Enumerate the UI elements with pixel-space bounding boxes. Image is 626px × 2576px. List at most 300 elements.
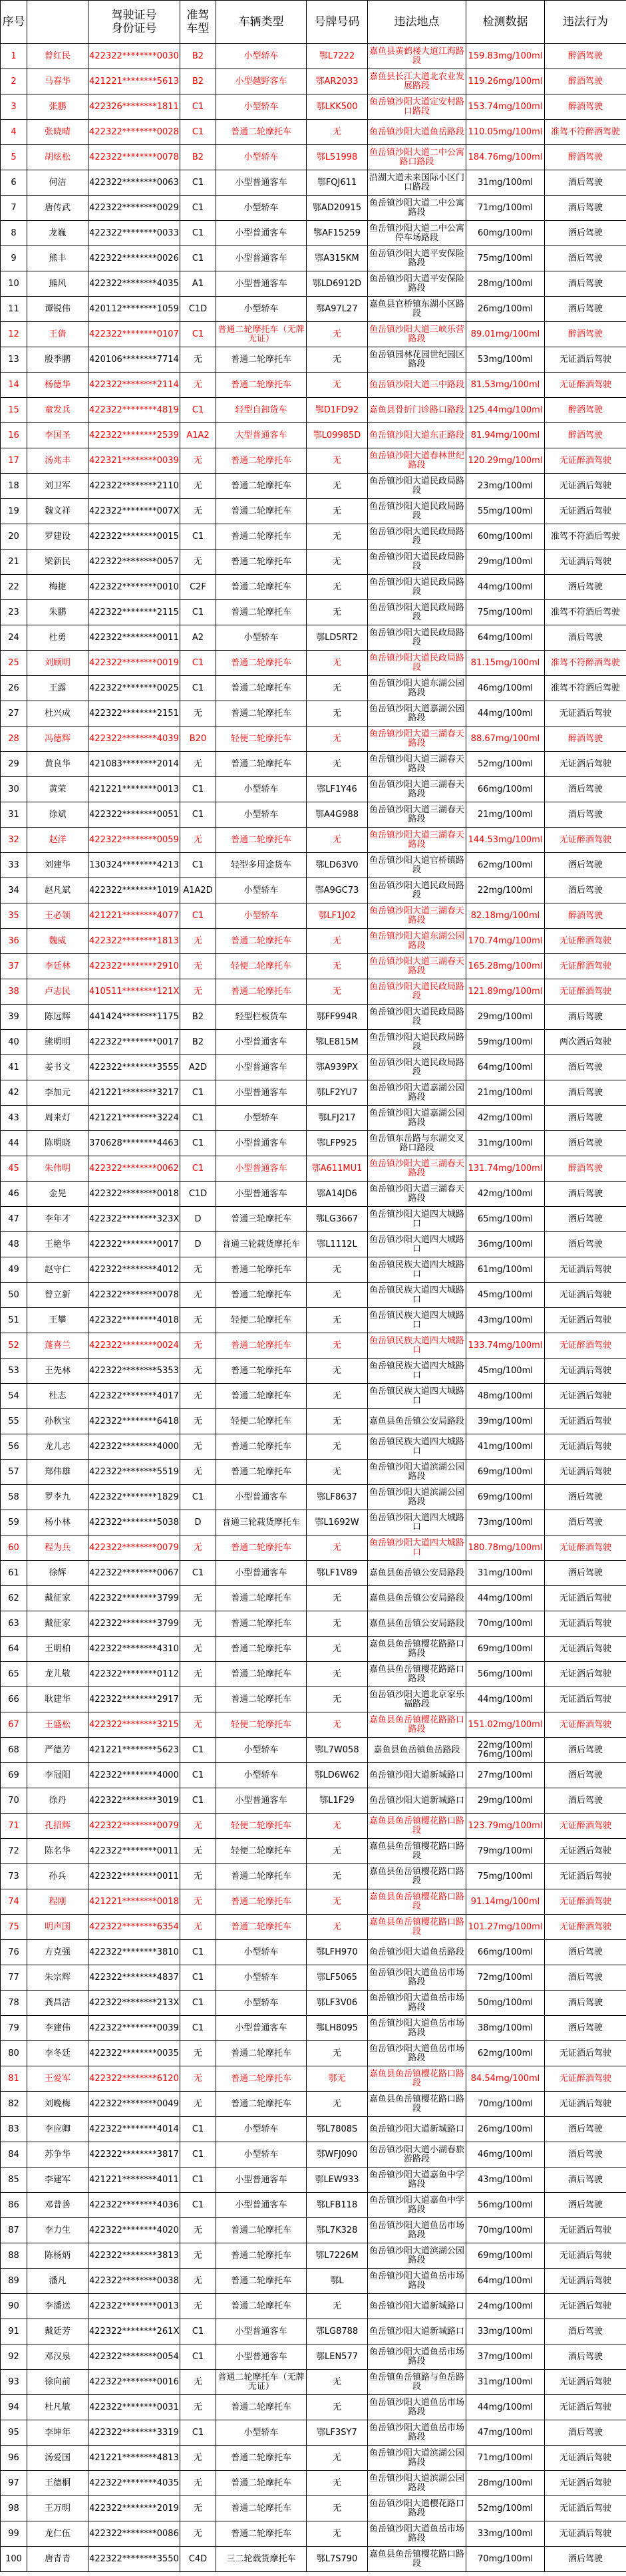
cell-vehicle-type: 普通二轮摩托车 xyxy=(216,373,307,398)
cell-name: 孙兵 xyxy=(27,1864,88,1889)
cell-seq: 49 xyxy=(1,1257,27,1283)
cell-license: 无 xyxy=(180,474,216,499)
cell-seq: 79 xyxy=(1,2016,27,2041)
table-row xyxy=(1,2547,626,2572)
cell-vehicle-type: 轻型多用途货车 xyxy=(216,853,307,878)
cell-test: 71mg/100ml xyxy=(466,2446,545,2471)
table-row xyxy=(1,1207,626,1232)
cell-location: 鱼岳镇沙阳大道民政局路段 xyxy=(368,625,466,651)
table-row xyxy=(1,828,626,853)
cell-license: C1 xyxy=(180,2193,216,2218)
cell-license: C1 xyxy=(180,2344,216,2370)
cell-name: 王盛松 xyxy=(27,1712,88,1738)
cell-test: 69mg/100ml xyxy=(466,1485,545,1510)
cell-seq: 98 xyxy=(1,2496,27,2521)
cell-id: 441424********1175 xyxy=(88,1005,180,1030)
header-id: 驾驶证号 身份证号 xyxy=(88,1,180,44)
cell-plate: 鄂LG3667 xyxy=(307,1207,368,1232)
cell-license: C1 xyxy=(180,322,216,347)
table-row xyxy=(1,271,626,297)
cell-vehicle-type: 小型普通客车 xyxy=(216,1485,307,1510)
cell-seq: 34 xyxy=(1,878,27,903)
cell-test: 64mg/100ml xyxy=(466,1055,545,1080)
cell-plate: 鄂LD5RT2 xyxy=(307,625,368,651)
cell-test: 64mg/100ml xyxy=(466,625,545,651)
cell-plate: 无 xyxy=(307,1359,368,1384)
cell-name: 赵凡斌 xyxy=(27,878,88,903)
cell-test: 33mg/100ml xyxy=(466,2319,545,2344)
cell-violation: 酒后驾驶 xyxy=(545,2117,626,2142)
cell-violation: 酒后驾驶 xyxy=(545,1561,626,1586)
cell-vehicle-type: 小型普通客车 xyxy=(216,2344,307,2370)
cell-vehicle-type: 轻便二轮摩托车 xyxy=(216,1712,307,1738)
cell-violation: 醉酒驾驶 xyxy=(545,1156,626,1182)
table-row xyxy=(1,2092,626,2117)
cell-violation: 无证酒后驾驶 xyxy=(545,1586,626,1611)
cell-license: 无 xyxy=(180,1889,216,1915)
cell-seq: 100 xyxy=(1,2547,27,2572)
cell-name: 李建军 xyxy=(27,2168,88,2193)
cell-test: 52mg/100ml xyxy=(466,2496,545,2521)
cell-plate: 无 xyxy=(307,2521,368,2547)
cell-plate: 无 xyxy=(307,448,368,474)
cell-id: 422322********0025 xyxy=(88,676,180,701)
cell-location: 嘉鱼县鱼岳镇公安局路段 xyxy=(368,1561,466,1586)
cell-plate: 鄂FQJ611 xyxy=(307,170,368,196)
cell-seq: 48 xyxy=(1,1232,27,1257)
cell-id: 422322********2110 xyxy=(88,474,180,499)
cell-name: 戴廷芳 xyxy=(27,2319,88,2344)
table-row xyxy=(1,69,626,94)
cell-plate: 无 xyxy=(307,1864,368,1889)
cell-seq: 14 xyxy=(1,373,27,398)
cell-name: 杜凡敏 xyxy=(27,2395,88,2420)
cell-location: 嘉鱼县长江大道北农业发展路段 xyxy=(368,69,466,94)
cell-name: 马春华 xyxy=(27,69,88,94)
cell-test: 47mg/100ml xyxy=(466,2420,545,2446)
cell-violation: 醉酒驾驶 xyxy=(545,726,626,752)
cell-seq: 50 xyxy=(1,1283,27,1308)
cell-name: 杜志 xyxy=(27,1384,88,1409)
cell-name: 杨小林 xyxy=(27,1510,88,1535)
cell-vehicle-type: 三二轮载货摩托车 xyxy=(216,2547,307,2572)
cell-license: C1 xyxy=(180,676,216,701)
cell-test: 82.18mg/100ml xyxy=(466,903,545,929)
cell-id: 422322********5038 xyxy=(88,1510,180,1535)
cell-plate: 无 xyxy=(307,373,368,398)
cell-vehicle-type: 大型普通客车 xyxy=(216,423,307,448)
cell-seq: 35 xyxy=(1,903,27,929)
cell-location: 鱼岳镇沙阳大道三湖春天路段 xyxy=(368,777,466,802)
cell-test: 33mg/100ml xyxy=(466,2521,545,2547)
cell-vehicle-type: 小型普通客车 xyxy=(216,221,307,246)
cell-location: 鱼岳镇沙阳大道官桥镇路段 xyxy=(368,853,466,878)
table-row xyxy=(1,2243,626,2269)
cell-license: 无 xyxy=(180,1915,216,1940)
cell-test: 29mg/100ml xyxy=(466,1788,545,1814)
cell-violation: 无证酒后驾驶 xyxy=(545,2294,626,2319)
cell-violation: 酒后驾驶 xyxy=(545,297,626,322)
header-vehicle-type: 车辆类型 xyxy=(216,1,307,44)
cell-violation: 酒后驾驶 xyxy=(545,1232,626,1257)
cell-license: B2 xyxy=(180,1005,216,1030)
cell-id: 422322********1829 xyxy=(88,1485,180,1510)
cell-plate: 鄂LF1V89 xyxy=(307,1561,368,1586)
cell-violation: 酒后驾驶 xyxy=(545,2193,626,2218)
cell-plate: 无 xyxy=(307,1915,368,1940)
cell-vehicle-type: 普通二轮摩托车 xyxy=(216,1283,307,1308)
cell-license: 无 xyxy=(180,1687,216,1712)
cell-license: 无 xyxy=(180,2446,216,2471)
cell-id: 130324********4213 xyxy=(88,853,180,878)
cell-violation: 无证醉酒驾驶 xyxy=(545,373,626,398)
cell-vehicle-type: 普通二轮摩托车 xyxy=(216,575,307,600)
cell-vehicle-type: 普通二轮摩托车（无牌无证） xyxy=(216,322,307,347)
cell-plate: 鄂WFJ090 xyxy=(307,2142,368,2168)
cell-license: 无 xyxy=(180,1359,216,1384)
table-row xyxy=(1,297,626,322)
cell-vehicle-type: 普通二轮摩托车 xyxy=(216,2294,307,2319)
cell-seq: 32 xyxy=(1,828,27,853)
cell-vehicle-type: 轻便二轮摩托车 xyxy=(216,954,307,979)
cell-violation: 无证酒后驾驶 xyxy=(545,2521,626,2547)
cell-seq: 24 xyxy=(1,625,27,651)
cell-vehicle-type: 小型普通客车 xyxy=(216,2016,307,2041)
cell-violation: 酒后驾驶 xyxy=(545,2142,626,2168)
cell-vehicle-type: 小型轿车 xyxy=(216,1940,307,1965)
cell-vehicle-type: 小型普通客车 xyxy=(216,1131,307,1156)
cell-violation: 无证醉酒驾驶 xyxy=(545,979,626,1005)
cell-name: 孙秋宝 xyxy=(27,1409,88,1434)
cell-id: 422322********4039 xyxy=(88,726,180,752)
cell-license: C1 xyxy=(180,221,216,246)
cell-license: C1 xyxy=(180,524,216,550)
cell-plate: 无 xyxy=(307,2370,368,2395)
table-row xyxy=(1,676,626,701)
cell-location: 鱼岳镇沙阳大道三湖春天路段 xyxy=(368,903,466,929)
cell-violation: 酒后驾驶 xyxy=(545,1991,626,2016)
table-row xyxy=(1,2142,626,2168)
cell-id: 422322********0016 xyxy=(88,2370,180,2395)
cell-vehicle-type: 普通二轮摩托车 xyxy=(216,1611,307,1637)
cell-plate: 无 xyxy=(307,979,368,1005)
cell-id: 422322********2114 xyxy=(88,373,180,398)
cell-seq: 62 xyxy=(1,1586,27,1611)
cell-location: 嘉鱼县官桥镇东湖小区路段 xyxy=(368,297,466,322)
cell-name: 陈远辉 xyxy=(27,1005,88,1030)
cell-id: 422322********3215 xyxy=(88,1712,180,1738)
cell-location: 嘉鱼县鱼岳镇樱花路口路段 xyxy=(368,1839,466,1864)
header-license: 准驾 车型 xyxy=(180,1,216,44)
cell-location: 鱼岳镇沙阳大道三湖春天路段 xyxy=(368,828,466,853)
cell-test: 29mg/100ml xyxy=(466,1005,545,1030)
cell-name: 徐向前 xyxy=(27,2370,88,2395)
cell-vehicle-type: 轻型栏板货车 xyxy=(216,1005,307,1030)
cell-test: 21mg/100ml xyxy=(466,1080,545,1106)
table-row xyxy=(1,1712,626,1738)
cell-id: 422322********4035 xyxy=(88,271,180,297)
cell-location: 鱼岳镇民族大道四大城路口 xyxy=(368,1384,466,1409)
cell-seq: 52 xyxy=(1,1333,27,1359)
cell-vehicle-type: 普通二轮摩托车 xyxy=(216,550,307,575)
cell-license: C1 xyxy=(180,120,216,145)
cell-id: 420112********1059 xyxy=(88,297,180,322)
cell-location: 鱼岳镇沙阳大道民政局路段 xyxy=(368,979,466,1005)
cell-id: 422322********4819 xyxy=(88,398,180,423)
cell-plate: 鄂A4G988 xyxy=(307,802,368,828)
cell-license: C1 xyxy=(180,1080,216,1106)
cell-name: 龙儿敬 xyxy=(27,1662,88,1687)
cell-test: 42mg/100ml xyxy=(466,1182,545,1207)
cell-id: 422322********3555 xyxy=(88,1055,180,1080)
cell-test: 69mg/100ml xyxy=(466,1637,545,1662)
cell-location: 鱼岳镇沙阳大道民政局路段 xyxy=(368,1005,466,1030)
cell-test: 61mg/100ml xyxy=(466,1257,545,1283)
cell-test: 60mg/100ml xyxy=(466,221,545,246)
cell-test: 28mg/100ml xyxy=(466,2471,545,2496)
cell-seq: 11 xyxy=(1,297,27,322)
table-row xyxy=(1,1333,626,1359)
table-row xyxy=(1,600,626,625)
cell-id: 421083********2014 xyxy=(88,752,180,777)
table-row xyxy=(1,625,626,651)
cell-id: 422322********2115 xyxy=(88,600,180,625)
cell-location: 鱼岳镇沙阳大道民政局路段 xyxy=(368,878,466,903)
cell-vehicle-type: 普通三轮摩托车 xyxy=(216,1207,307,1232)
cell-test: 46mg/100ml xyxy=(466,676,545,701)
cell-seq: 43 xyxy=(1,1106,27,1131)
cell-seq: 4 xyxy=(1,120,27,145)
cell-vehicle-type: 小型轿车 xyxy=(216,196,307,221)
cell-violation: 无证醉酒驾驶 xyxy=(545,1712,626,1738)
cell-location: 鱼岳镇沙阳大道鱼岳市场路段 xyxy=(368,1991,466,2016)
cell-plate: 无 xyxy=(307,1434,368,1460)
cell-location: 鱼岳镇沙阳大道平安保险路段 xyxy=(368,271,466,297)
cell-seq: 95 xyxy=(1,2420,27,2446)
table-row xyxy=(1,44,626,69)
cell-vehicle-type: 普通二轮摩托车 xyxy=(216,1434,307,1460)
cell-test: 119.26mg/100ml xyxy=(466,69,545,94)
cell-license: 无 xyxy=(180,2370,216,2395)
table-row xyxy=(1,979,626,1005)
cell-license: 无 xyxy=(180,2496,216,2521)
cell-seq: 67 xyxy=(1,1712,27,1738)
cell-violation: 无证醉酒驾驶 xyxy=(545,954,626,979)
cell-license: C1 xyxy=(180,1991,216,2016)
cell-plate: 无 xyxy=(307,1637,368,1662)
cell-location: 鱼岳镇沙阳大道鱼岳市场路段 xyxy=(368,2041,466,2066)
cell-seq: 60 xyxy=(1,1535,27,1561)
table-row xyxy=(1,2471,626,2496)
cell-location: 鱼岳镇沙阳大道嘉湖公园路段 xyxy=(368,701,466,726)
cell-seq: 12 xyxy=(1,322,27,347)
cell-seq: 45 xyxy=(1,1156,27,1182)
cell-violation: 无证酒后驾驶 xyxy=(545,499,626,524)
cell-plate: 无 xyxy=(307,550,368,575)
table-row xyxy=(1,1308,626,1333)
cell-test: 44mg/100ml xyxy=(466,701,545,726)
cell-violation: 无证酒后驾驶 xyxy=(545,2471,626,2496)
table-row xyxy=(1,853,626,878)
cell-violation: 无证酒后驾驶 xyxy=(545,2446,626,2471)
cell-name: 王必领 xyxy=(27,903,88,929)
cell-plate: 无 xyxy=(307,474,368,499)
cell-test: 29mg/100ml xyxy=(466,550,545,575)
cell-name: 周来灯 xyxy=(27,1106,88,1131)
cell-id: 422322********0029 xyxy=(88,196,180,221)
cell-license: 无 xyxy=(180,347,216,373)
cell-violation: 醉酒驾驶 xyxy=(545,398,626,423)
cell-id: 422322********0018 xyxy=(88,1182,180,1207)
cell-location: 嘉鱼县鱼岳镇鱼岳路段 xyxy=(368,1738,466,1763)
cell-location: 鱼岳镇园林花园世纪园区路段 xyxy=(368,347,466,373)
cell-name: 戴征家 xyxy=(27,1586,88,1611)
cell-license: 无 xyxy=(180,448,216,474)
cell-plate: 鄂无 xyxy=(307,2066,368,2092)
table-row xyxy=(1,777,626,802)
cell-license: 无 xyxy=(180,1434,216,1460)
cell-location: 嘉鱼县鱼岳镇公安局路段 xyxy=(368,1409,466,1434)
cell-name: 李廷林 xyxy=(27,954,88,979)
cell-license: C1 xyxy=(180,2420,216,2446)
table-row xyxy=(1,1763,626,1788)
cell-test: 27mg/100ml xyxy=(466,1763,545,1788)
cell-name: 徐斌 xyxy=(27,802,88,828)
cell-seq: 17 xyxy=(1,448,27,474)
cell-vehicle-type: 小型轿车 xyxy=(216,1106,307,1131)
cell-license: 无 xyxy=(180,2066,216,2092)
cell-license: C1 xyxy=(180,196,216,221)
cell-test: 66mg/100ml xyxy=(466,1940,545,1965)
table-row xyxy=(1,2319,626,2344)
cell-plate: 鄂L7808S xyxy=(307,2117,368,2142)
cell-location: 鱼岳镇沙阳大道北京家乐福路段 xyxy=(368,1687,466,1712)
cell-seq: 33 xyxy=(1,853,27,878)
table-row xyxy=(1,2193,626,2218)
cell-seq: 59 xyxy=(1,1510,27,1535)
table-row xyxy=(1,1864,626,1889)
cell-seq: 85 xyxy=(1,2168,27,2193)
cell-seq: 1 xyxy=(1,44,27,69)
cell-plate: 鄂AF15259 xyxy=(307,221,368,246)
table-row xyxy=(1,398,626,423)
cell-plate: 无 xyxy=(307,1889,368,1915)
cell-location: 鱼岳镇沙阳大道鱼岳市场路段 xyxy=(368,2420,466,2446)
cell-test: 70mg/100ml xyxy=(466,1611,545,1637)
cell-vehicle-type: 轻便二轮摩托车 xyxy=(216,1308,307,1333)
cell-name: 王德桐 xyxy=(27,2471,88,2496)
cell-seq: 73 xyxy=(1,1864,27,1889)
cell-license: 无 xyxy=(180,701,216,726)
cell-license: C1 xyxy=(180,170,216,196)
cell-violation: 准驾不符酒后驾驶 xyxy=(545,676,626,701)
table-row xyxy=(1,246,626,271)
cell-seq: 76 xyxy=(1,1940,27,1965)
cell-vehicle-type: 小型普通客车 xyxy=(216,246,307,271)
cell-test: 110.05mg/100ml xyxy=(466,120,545,145)
cell-plate: 鄂L1692W xyxy=(307,1510,368,1535)
cell-seq: 27 xyxy=(1,701,27,726)
cell-violation: 醉酒驾驶 xyxy=(545,322,626,347)
cell-license: C1 xyxy=(180,651,216,676)
cell-violation: 无证醉酒驾驶 xyxy=(545,1333,626,1359)
cell-name: 王艳华 xyxy=(27,1232,88,1257)
cell-plate: 无 xyxy=(307,1535,368,1561)
cell-test: 165.28mg/100ml xyxy=(466,954,545,979)
cell-name: 杜勇 xyxy=(27,625,88,651)
table-row xyxy=(1,1384,626,1409)
cell-violation: 无证酒后驾驶 xyxy=(545,550,626,575)
cell-location: 鱼岳镇沙阳大道三中路段 xyxy=(368,373,466,398)
cell-id: 421221********4077 xyxy=(88,903,180,929)
cell-id: 422322********4310 xyxy=(88,1637,180,1662)
cell-license: C1D xyxy=(180,297,216,322)
cell-id: 422322********0079 xyxy=(88,1535,180,1561)
cell-test: 22mg/100ml xyxy=(466,878,545,903)
cell-id: 422322********0013 xyxy=(88,2294,180,2319)
cell-vehicle-type: 小型轿车 xyxy=(216,1763,307,1788)
table-row xyxy=(1,524,626,550)
cell-location: 鱼岳镇沙阳大道民政局路段 xyxy=(368,474,466,499)
cell-seq: 19 xyxy=(1,499,27,524)
cell-id: 422322********0011 xyxy=(88,625,180,651)
cell-location: 鱼岳镇沙阳大道民政局路段 xyxy=(368,600,466,625)
cell-test: 64mg/100ml xyxy=(466,2269,545,2294)
cell-test: 36mg/100ml xyxy=(466,1232,545,1257)
cell-vehicle-type: 普通二轮摩托车 xyxy=(216,2269,307,2294)
cell-vehicle-type: 小型轿车 xyxy=(216,94,307,120)
cell-violation: 酒后驾驶 xyxy=(545,2547,626,2572)
cell-violation: 酒后驾驶 xyxy=(545,246,626,271)
cell-id: 422322********4036 xyxy=(88,2193,180,2218)
cell-violation: 无证酒后驾驶 xyxy=(545,2041,626,2066)
cell-license: B2 xyxy=(180,145,216,170)
cell-test: 75mg/100ml xyxy=(466,246,545,271)
cell-seq: 26 xyxy=(1,676,27,701)
cell-name: 刘卫军 xyxy=(27,474,88,499)
cell-location: 鱼岳镇沙阳大道鱼岳市场路段 xyxy=(368,2218,466,2243)
cell-id: 421221********5613 xyxy=(88,69,180,94)
cell-seq: 74 xyxy=(1,1889,27,1915)
cell-id: 422322********0011 xyxy=(88,1839,180,1864)
cell-id: 422322********0010 xyxy=(88,575,180,600)
cell-name: 苏争华 xyxy=(27,2142,88,2168)
cell-vehicle-type: 普通二轮摩托车 xyxy=(216,2243,307,2269)
table-row xyxy=(1,1409,626,1434)
cell-plate: 鄂AR2033 xyxy=(307,69,368,94)
cell-violation: 酒后驾驶 xyxy=(545,170,626,196)
cell-seq: 29 xyxy=(1,752,27,777)
cell-id: 410511********121X xyxy=(88,979,180,1005)
cell-name: 李力生 xyxy=(27,2218,88,2243)
cell-vehicle-type: 普通三轮载货摩托车 xyxy=(216,1510,307,1535)
cell-violation: 无证酒后驾驶 xyxy=(545,1839,626,1864)
cell-id: 422322********0086 xyxy=(88,2521,180,2547)
cell-location: 鱼岳镇沙阳大道滨湖公园路段 xyxy=(368,2243,466,2269)
cell-plate: 鄂A611MU1 xyxy=(307,1156,368,1182)
cell-test: 81.53mg/100ml xyxy=(466,373,545,398)
cell-location: 鱼岳镇沙阳大道樱花路口路段 xyxy=(368,2496,466,2521)
cell-name: 熊风 xyxy=(27,271,88,297)
cell-name: 卢志民 xyxy=(27,979,88,1005)
cell-plate: 鄂FF994R xyxy=(307,1005,368,1030)
table-row xyxy=(1,2218,626,2243)
cell-location: 鱼岳镇沙阳大道三湖春天路段 xyxy=(368,1182,466,1207)
cell-test: 170.74mg/100ml xyxy=(466,929,545,954)
cell-seq: 38 xyxy=(1,979,27,1005)
cell-plate: 鄂A14JD6 xyxy=(307,1182,368,1207)
cell-violation: 酒后驾驶 xyxy=(545,802,626,828)
